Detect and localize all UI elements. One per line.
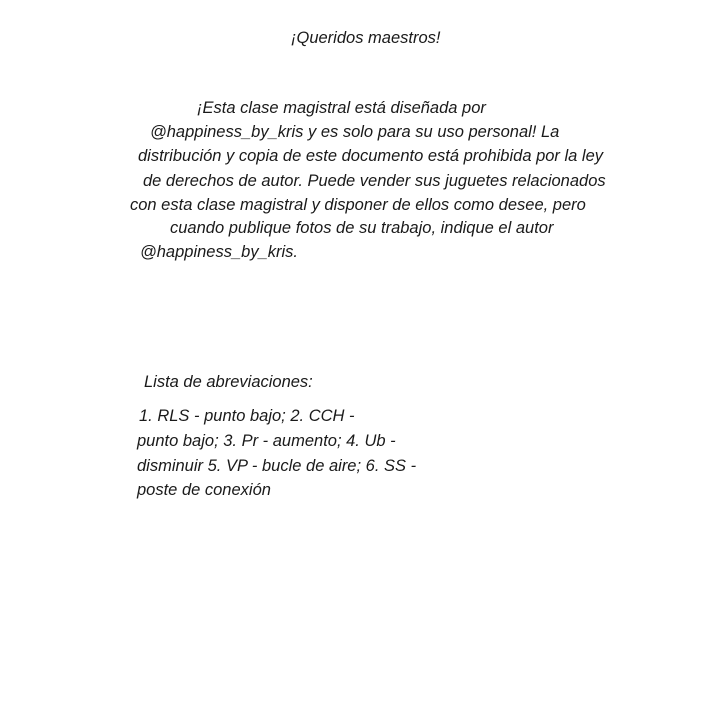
notice-line: @happiness_by_kris y es solo para su uso personal! La: [150, 123, 560, 141]
abbreviation-line: poste de conexión: [137, 481, 271, 499]
notice-line: de derechos de autor. Puede vender sus juguetes relacionados: [143, 172, 606, 190]
abbreviation-line: disminuir 5. VP - bucle de aire; 6. SS -: [137, 457, 417, 475]
notice-line: con esta clase magistral y disponer de ellos como desee, pero: [130, 196, 586, 214]
greeting-heading: ¡Queridos maestros!: [291, 29, 441, 47]
abbreviation-line: 1. RLS - punto bajo; 2. CCH -: [139, 407, 355, 425]
notice-line: @happiness_by_kris.: [140, 243, 298, 261]
abbreviation-line: punto bajo; 3. Pr - aumento; 4. Ub -: [137, 432, 396, 450]
notice-line: distribución y copia de este documento está prohibida por la ley: [138, 147, 604, 165]
notice-line: cuando publique fotos de su trabajo, indique el autor: [170, 219, 554, 237]
abbreviations-title: Lista de abreviaciones:: [144, 373, 313, 391]
notice-line: ¡Esta clase magistral está diseñada por: [197, 99, 486, 117]
